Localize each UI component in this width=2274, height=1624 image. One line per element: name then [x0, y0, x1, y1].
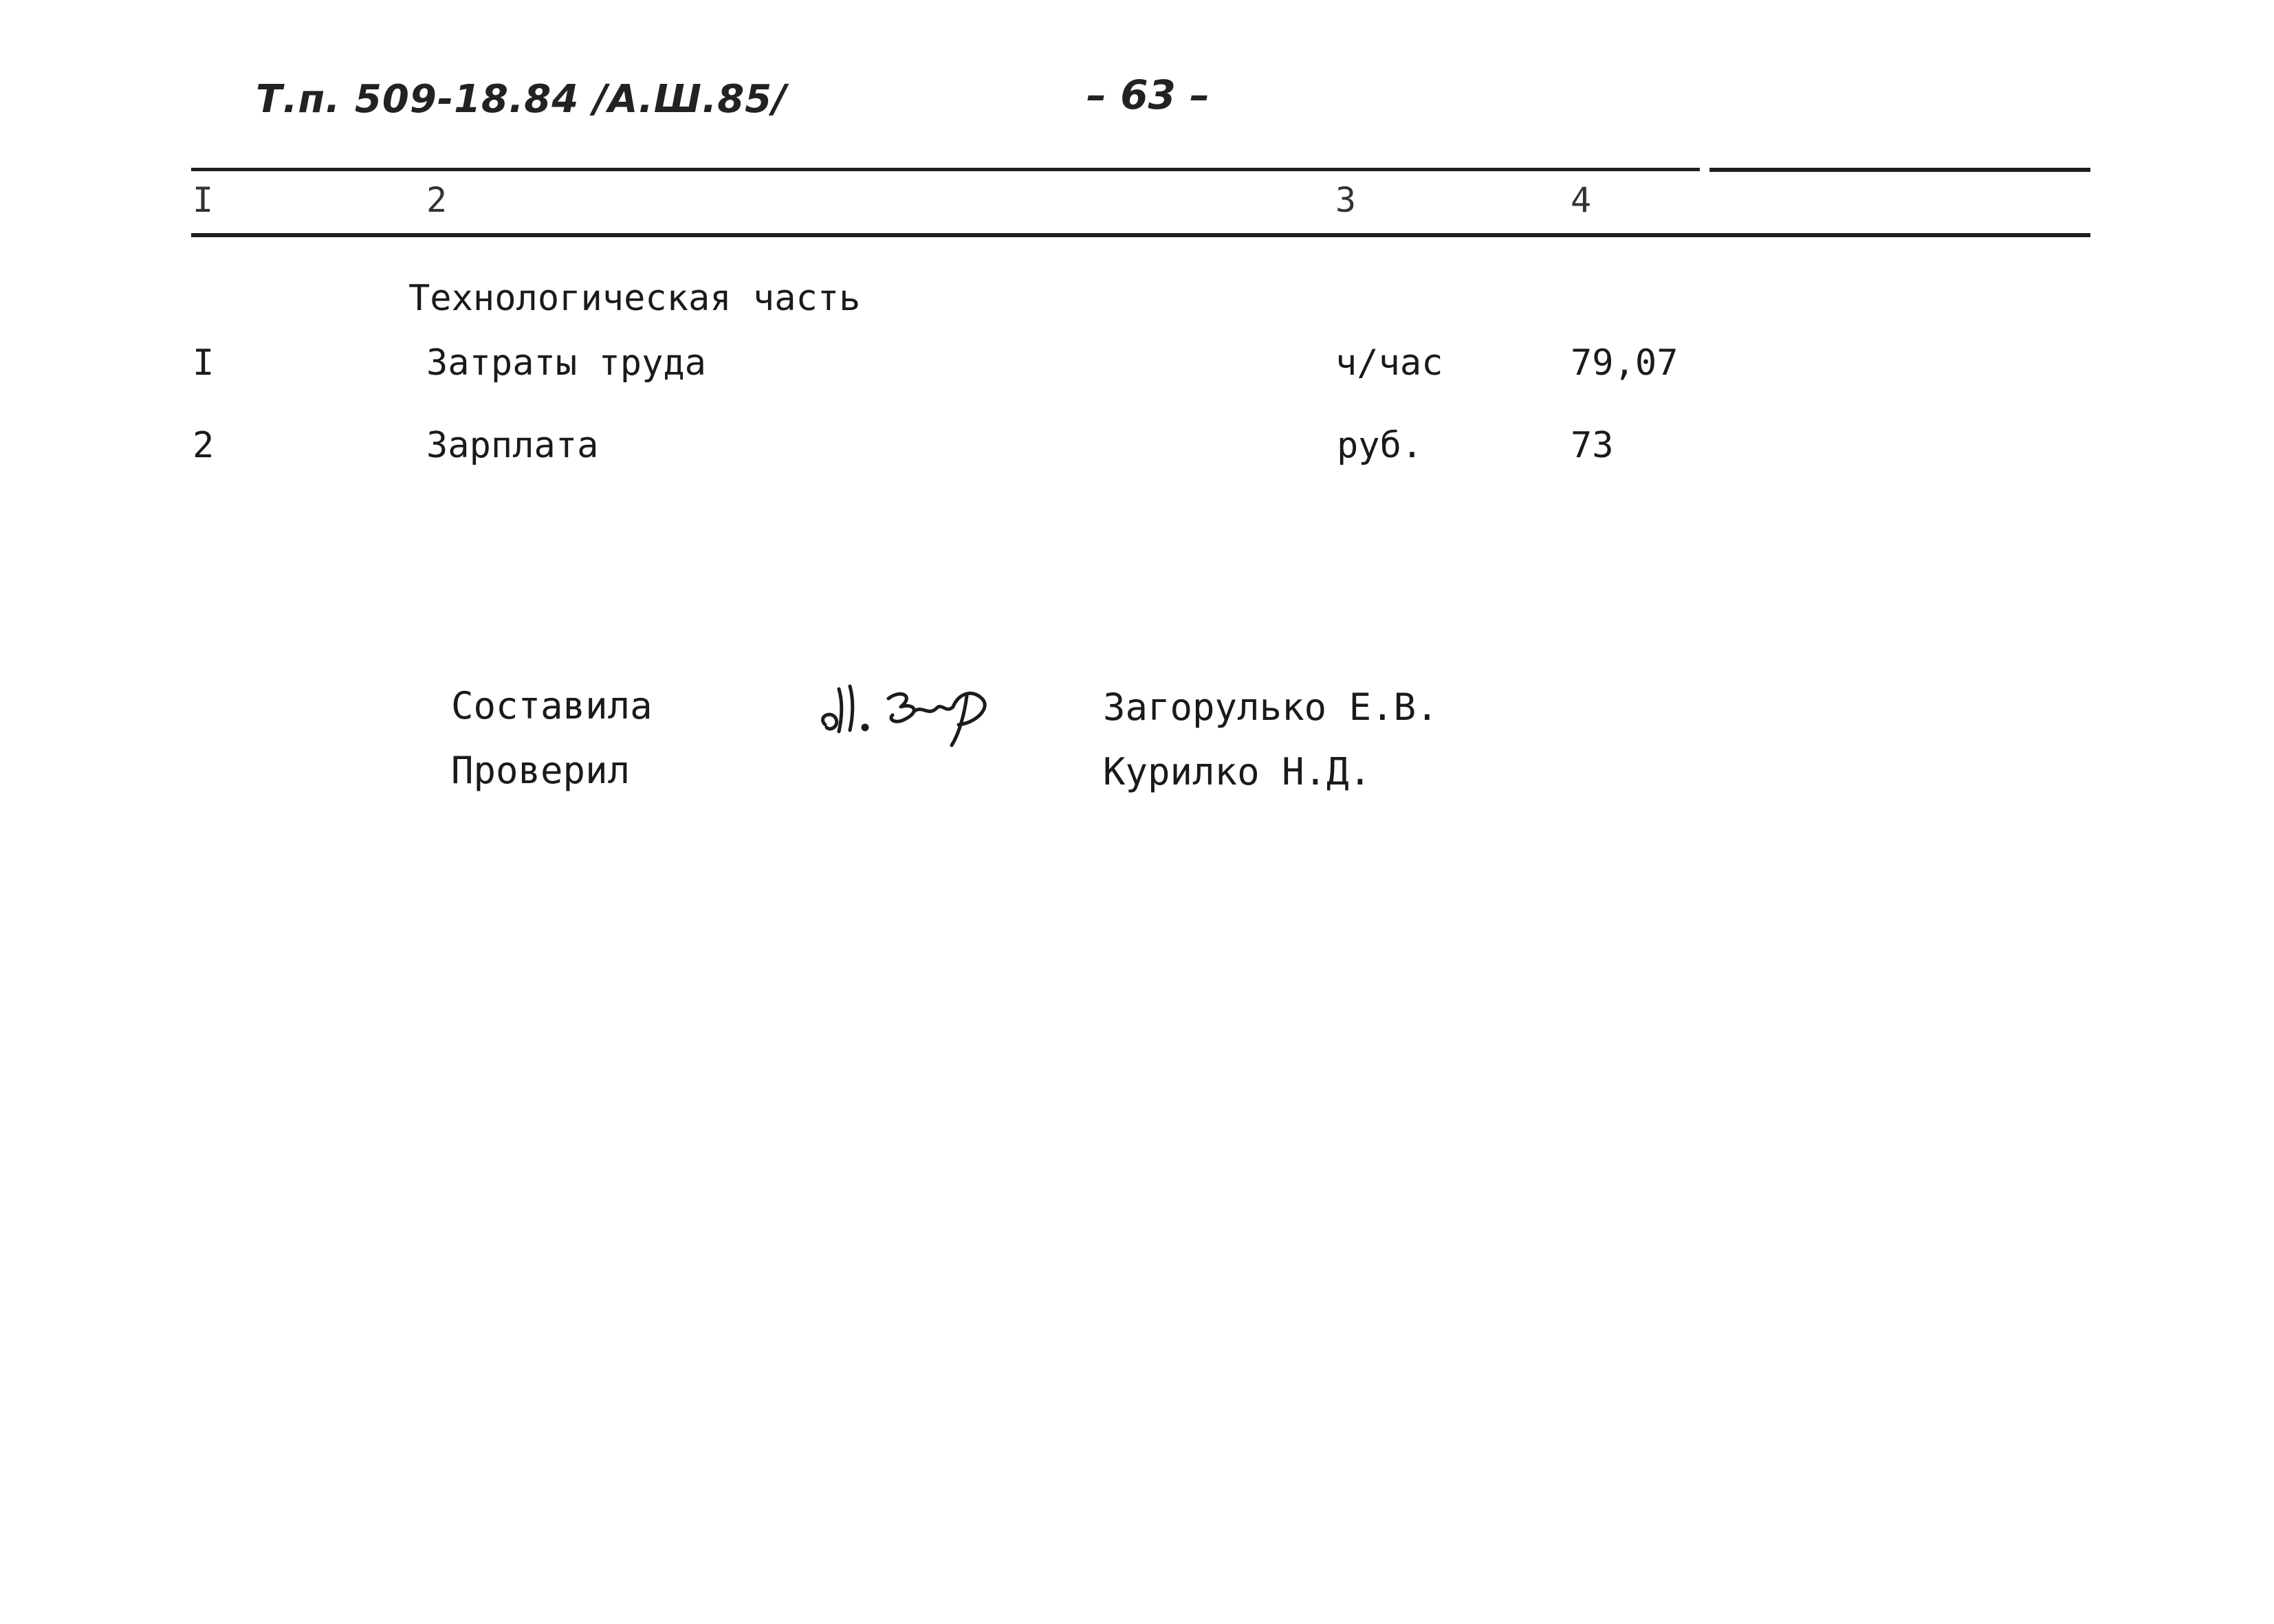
checked-by-label: Проверил [451, 749, 631, 792]
row-name: Зарплата [426, 425, 599, 466]
row-value: 79,07 [1571, 342, 1679, 384]
table-top-rule [191, 168, 1700, 171]
row-name: Затраты труда [426, 342, 706, 384]
row-number: I [193, 342, 215, 384]
column-number-4: 4 [1571, 180, 1592, 220]
document-code: Т.п. 509-18.84 /А.Ш.85/ [256, 77, 787, 122]
column-number-3: 3 [1335, 180, 1357, 220]
compiled-by-label: Составила [451, 684, 653, 727]
row-number: 2 [193, 425, 215, 466]
table-top-rule-right [1709, 168, 2090, 172]
compiled-by-name: Загорулько Е.В. [1103, 685, 1439, 729]
row-value: 73 [1571, 425, 1614, 466]
section-title: Технологическая часть [408, 278, 861, 319]
checked-by-name: Курилко Н.Д. [1103, 750, 1372, 793]
handwritten-signature [811, 668, 1004, 751]
column-number-2: 2 [426, 180, 448, 220]
page-number: – 63 – [1086, 72, 1210, 118]
row-unit: ч/час [1335, 342, 1443, 384]
column-number-1: I [193, 180, 214, 220]
table-header-rule [191, 233, 2090, 237]
row-unit: руб. [1337, 425, 1423, 466]
